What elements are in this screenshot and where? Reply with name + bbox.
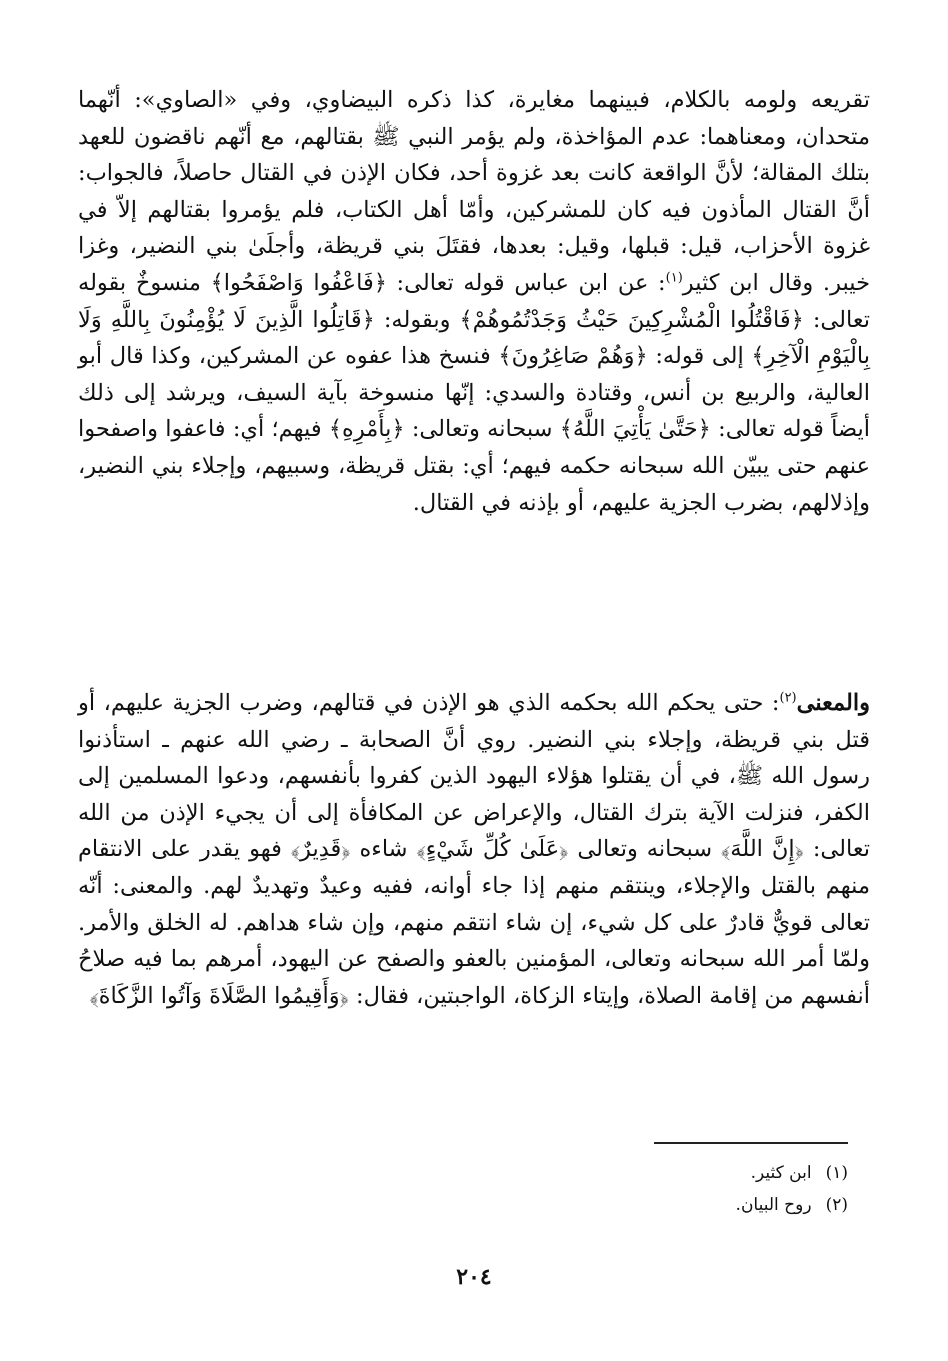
footnote-1-number: (١)	[825, 1163, 848, 1183]
footnote-separator	[654, 1142, 848, 1144]
footnote-1-text: ابن كثير.	[750, 1163, 812, 1183]
footnote-2	[500, 1189, 848, 1221]
footnote-2-text: روح البيان.	[735, 1195, 812, 1215]
paragraph-2-text: : حتى يحكم الله بحكمه الذي هو الإذن في قتالهم، وضرب الجزية عليهم، أو قتل بني قريظة، وإجلاء بني النضير. روي أنَّ الصحابة ـ رضي الله عنهم ـ استأذنوا رسول الله ﷺ، في أن يقتلوا هؤلاء اليهود الذين كفروا بأنفسهم، ودعوا المسلمين إلى الكفر، فنزلت الآية بترك القتال، والإعراض عن المكافأة إلى أن يجيء الإذن من الله تعالى: ﴿إِنَّ اللَّهَ﴾ سبحانه وتعالى ﴿عَلَىٰ كُلِّ شَيْءٍ﴾ شاءه ﴿قَدِيرٌ﴾ فهو يقدر على الانتقام منهم بالقتل والإجلاء، وينتقم منهم إذا جاء أوانه، ففيه وعيدٌ وتهديدٌ لهم. والمعنى: أنّه تعالى قويٌّ قادرٌ على كل شيء، إن شاء انتقم منهم، وإن شاء هداهم. له الخلق والأمر. ولمّا أمر الله سبحانه وتعالى، المؤمنين بالعفو والصفح عن اليهود، أمرهم بما فيه صلاحُ أنفسهم من إقامة الصلاة، وإيتاء الزكاة، الواجبتين، فقال: ﴿وَأَقِيمُوا الصَّلَاةَ وَآتُوا الزَّكَاةَ﴾	[78, 690, 870, 1009]
footnotes-list	[500, 1157, 848, 1221]
footnote-2-number: (٢)	[825, 1195, 848, 1215]
page-number: ٢٠٤	[456, 1264, 492, 1290]
footnote-1	[500, 1157, 848, 1189]
paragraph-2-lead-word: والمعنى	[796, 690, 871, 716]
footnote-reference-2[interactable]: (٢)	[779, 690, 797, 706]
body-paragraph-2	[78, 685, 870, 1014]
footnote-reference-1[interactable]: (١)	[665, 270, 683, 286]
paragraph-1-text: تقريعه ولومه بالكلام، فبينهما مغايرة، كذا ذكره البيضاوي، وفي «الصاوي»: أنّهما متحدان، ومعناهما: عدم المؤاخذة، ولم يؤمر النبي ﷺ بقتالهم، مع أنّهم ناقضون للعهد بتلك المقالة؛ لأنَّ الواقعة كانت بعد غزوة أحد، فكان الإذن في القتال حاصلاً، فالجواب: أنَّ القتال المأذون فيه كان للمشركين، وأمّا أهل الكتاب، فلم يؤمروا بقتالهم إلاّ في غزوة الأحزاب، قيل: قبلها، وقيل: بعدها، فقتَلَ بني قريظة، وأجلَىٰ بني النضير، وغزا خيبر. وقال ابن كثير$^{(١)}$: عن ابن عباس قوله تعالى: ﴿فَاعْفُوا وَاصْفَحُوا﴾ منسوخٌ بقوله تعالى: ﴿فَاقْتُلُوا الْمُشْرِكِينَ حَيْثُ وَجَدْتُمُوهُمْ﴾ وبقوله: ﴿قَاتِلُوا الَّذِينَ لَا يُؤْمِنُونَ بِاللَّهِ وَلَا بِالْيَوْمِ الْآخِرِ﴾ إلى قوله: ﴿وَهُمْ صَاغِرُونَ﴾ فنسخ هذا عفوه عن المشركين، وكذا قال أبو العالية، والربيع بن أنس، وقتادة والسدي: إنّها منسوخة بآية السيف، ويرشد إلى ذلك أيضاً قوله تعالى: ﴿حَتَّىٰ يَأْتِيَ اللَّهُ﴾ سبحانه وتعالى: ﴿بِأَمْرِهِ﴾ فيهم؛ أي: فاعفوا واصفحوا عنهم حتى يبيّن الله سبحانه حكمه فيهم؛ أي: بقتل قريظة، وسبيهم، وإجلاء بني النضير، وإذلالهم، بضرب الجزية عليهم، أو بإذنه في القتال.	[78, 87, 871, 516]
body-paragraph-1	[78, 82, 870, 521]
